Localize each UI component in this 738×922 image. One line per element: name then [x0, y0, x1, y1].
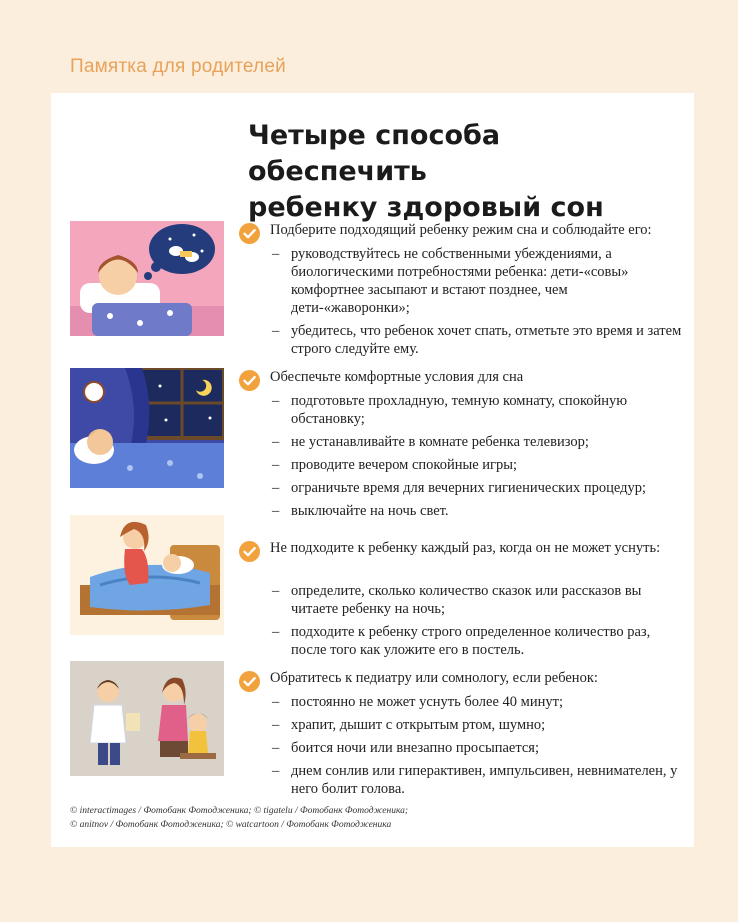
checkmark-icon	[239, 671, 260, 692]
list-item: – подходите к ребенку строго определенное количество раз, после того как уложите его в постель.	[272, 623, 682, 659]
section-heading: Обеспечьте комфортные условия для сна	[270, 369, 524, 385]
list-item: – определите, сколько количество сказок или рассказов вы читаете ребенку на ночь;	[272, 582, 682, 618]
illustration-sleeping-boy	[70, 368, 224, 488]
bullet-list	[272, 693, 682, 803]
list-item: – выключайте на ночь свет.	[272, 502, 682, 520]
list-item: – подготовьте прохладную, темную комнату, спокойную обстановку;	[272, 392, 682, 428]
title-line-2: ребенку здоровый сон	[248, 192, 604, 223]
section-heading: Подберите подходящий ребенку режим сна и соблюдайте его:	[270, 222, 652, 238]
checkmark-icon	[239, 541, 260, 562]
page-title	[248, 118, 678, 226]
section-heading: Не подходите к ребенку каждый раз, когда он не может уснуть:	[270, 540, 661, 556]
list-item: – постоянно не может уснуть более 40 минут;	[272, 693, 682, 711]
illustration-doctor-visit	[70, 661, 224, 776]
credit-line-2: © anitnov / Фотобанк Фотодженика; © watcartoon / Фотобанк Фотодженика	[70, 820, 392, 830]
title-line-1: Четыре способа обеспечить	[248, 120, 501, 187]
bullet-list	[272, 582, 682, 664]
credit-line-1: © interactimages / Фотобанк Фотодженика; © tigatelu / Фотобанк Фотодженика;	[70, 806, 409, 816]
list-item: – ограничьте время для вечерних гигиенических процедур;	[272, 479, 682, 497]
section-heading: Обратитесь к педиатру или сомнологу, если ребенок:	[270, 670, 598, 686]
memo-card	[51, 93, 694, 847]
bullet-list	[272, 245, 682, 363]
illustration-mother-at-bed	[70, 515, 224, 635]
photo-credits	[70, 804, 670, 832]
list-item: – проводите вечером спокойные игры;	[272, 456, 682, 474]
memo-header-label: Памятка для родителей	[70, 56, 286, 77]
list-item: – боится ночи или внезапно просыпается;	[272, 739, 682, 757]
bullet-list	[272, 392, 682, 525]
checkmark-icon	[239, 370, 260, 391]
list-item: – руководствуйтесь не собственными убеждениями, а биологическими потребностями ребенка: дети-«совы» комфортнее засыпают и встают позднее, чем дети-«жаворонки»;	[272, 245, 682, 317]
list-item: – днем сонлив или гиперактивен, импульсивен, невнимателен, у него болит голова.	[272, 762, 682, 798]
list-item: – храпит, дышит с открытым ртом, шумно;	[272, 716, 682, 734]
illustration-sleepless-girl	[70, 221, 224, 336]
list-item: – убедитесь, что ребенок хочет спать, отметьте это время и затем строго следуйте ему.	[272, 322, 682, 358]
checkmark-icon	[239, 223, 260, 244]
list-item: – не устанавливайте в комнате ребенка телевизор;	[272, 433, 682, 451]
